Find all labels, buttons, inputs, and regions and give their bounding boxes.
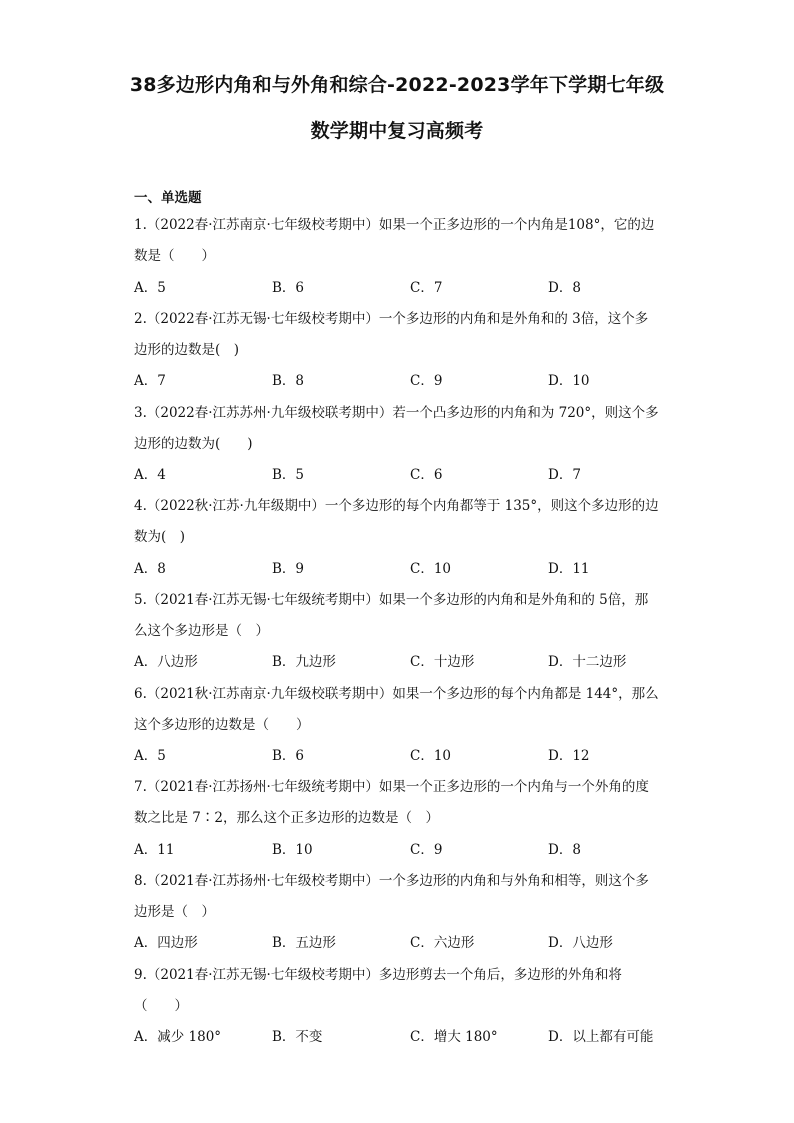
question-1-option-d: D．8 <box>548 280 581 296</box>
question-4-option-b: B．9 <box>272 561 305 577</box>
question-7-text-cont: 数之比是 7∶2，那么这个正多边形的边数是（ ） <box>134 810 439 826</box>
question-5-option-c: C．十边形 <box>410 654 475 670</box>
question-5-option-d: D．十二边形 <box>548 654 627 670</box>
question-4-option-d: D．11 <box>548 561 590 577</box>
question-7-text: 7.（2021春·江苏扬州·七年级统考期中）如果一个正多边形的一个内角与一个外角的度 <box>134 779 649 795</box>
question-2-option-b: B．8 <box>272 373 305 389</box>
question-9-text-cont: （ ） <box>134 998 188 1014</box>
question-7-option-c: C．9 <box>410 842 443 858</box>
question-3-text-cont: 边形的边数为( ) <box>134 436 253 452</box>
question-5-text: 5.（2021春·江苏无锡·七年级统考期中）如果一个多边形的内角和是外角和的 5倍，那 <box>134 592 649 608</box>
document-title-line-2: 数学期中复习高频考 <box>310 120 484 142</box>
question-3-option-d: D．7 <box>548 467 581 483</box>
question-3-option-c: C．6 <box>410 467 443 483</box>
question-9-option-b: B．不变 <box>272 1029 323 1045</box>
question-1-option-a: A．5 <box>134 280 166 296</box>
question-6-text: 6.（2021秋·江苏南京·九年级校联考期中）如果一个多边形的每个内角都是 144°，那么 <box>134 686 659 702</box>
question-4-option-c: C．10 <box>410 561 452 577</box>
question-2-text: 2.（2022春·江苏无锡·七年级校考期中）一个多边形的内角和是外角和的 3倍，这个多 <box>134 311 649 327</box>
question-2-option-d: D．10 <box>548 373 590 389</box>
question-6-option-d: D．12 <box>548 748 590 764</box>
question-1-text-cont: 数是（ ） <box>134 248 215 264</box>
document-title-line-1: 38多边形内角和与外角和综合-2022-2023学年下学期七年级 <box>129 74 665 96</box>
question-4-text: 4.（2022秋·江苏·九年级期中）一个多边形的每个内角都等于 135°，则这个多边形的边 <box>134 498 659 514</box>
question-9-option-a: A．减少 180° <box>134 1029 222 1045</box>
question-7-option-b: B．10 <box>272 842 313 858</box>
question-9-option-d: D．以上都有可能 <box>548 1029 654 1045</box>
section-heading: 一、单选题 <box>134 190 202 206</box>
question-7-option-a: A．11 <box>134 842 175 858</box>
question-7-option-d: D．8 <box>548 842 581 858</box>
question-6-option-a: A．5 <box>134 748 166 764</box>
question-5-option-a: A．八边形 <box>134 654 198 670</box>
question-8-text: 8.（2021春·江苏扬州·七年级校考期中）一个多边形的内角和与外角和相等，则这个多 <box>134 873 649 889</box>
question-8-option-d: D．八边形 <box>548 935 613 951</box>
question-9-option-c: C．增大 180° <box>410 1029 498 1045</box>
question-6-text-cont: 这个多边形的边数是（ ） <box>134 717 310 733</box>
question-1-text: 1.（2022春·江苏南京·七年级校考期中）如果一个正多边形的一个内角是108°，它的边 <box>134 217 655 233</box>
question-5-text-cont: 么这个多边形是（ ） <box>134 623 269 639</box>
question-9-text: 9.（2021春·江苏无锡·七年级校考期中）多边形剪去一个角后，多边形的外角和将 <box>134 967 622 983</box>
question-2-option-c: C．9 <box>410 373 443 389</box>
question-3-option-a: A．4 <box>134 467 166 483</box>
question-4-text-cont: 数为( ) <box>134 529 186 545</box>
question-8-option-c: C．六边形 <box>410 935 475 951</box>
question-2-option-a: A．7 <box>134 373 166 389</box>
question-6-option-b: B．6 <box>272 748 305 764</box>
question-2-text-cont: 边形的边数是( ) <box>134 342 240 358</box>
question-8-option-a: A．四边形 <box>134 935 198 951</box>
question-4-option-a: A．8 <box>134 561 166 577</box>
question-3-option-b: B．5 <box>272 467 305 483</box>
question-1-option-c: C．7 <box>410 280 443 296</box>
question-6-option-c: C．10 <box>410 748 452 764</box>
question-3-text: 3.（2022春·江苏苏州·九年级校联考期中）若一个凸多边形的内角和为 720°，则这个多 <box>134 405 659 421</box>
question-8-text-cont: 边形是（ ） <box>134 904 215 920</box>
question-8-option-b: B．五边形 <box>272 935 336 951</box>
question-1-option-b: B．6 <box>272 280 305 296</box>
question-5-option-b: B．九边形 <box>272 654 336 670</box>
